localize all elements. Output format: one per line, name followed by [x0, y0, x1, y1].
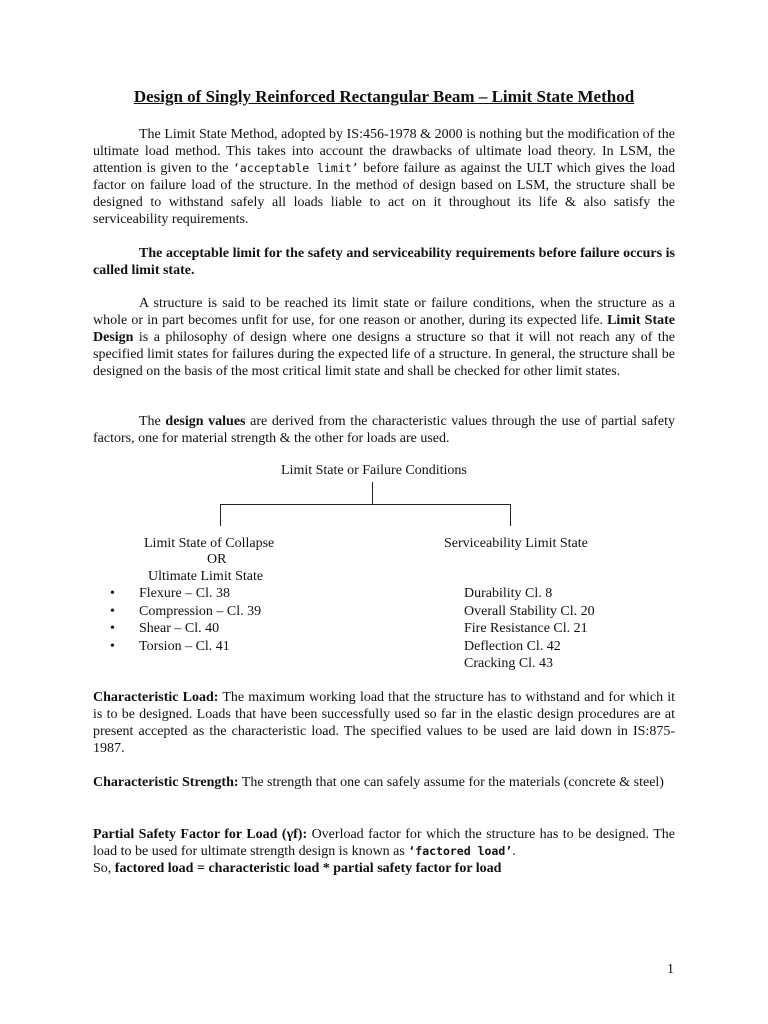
diagram-left-connector — [220, 504, 221, 526]
list-item: Cracking Cl. 43 — [464, 656, 554, 671]
limit-state-definition: The acceptable limit for the safety and serviceability requirements before failure occurs is called limit state. — [93, 246, 675, 278]
serviceability-limit-label: Serviceability Limit State — [444, 536, 588, 551]
diagram-right-connector — [510, 504, 511, 526]
page-number: 1 — [667, 962, 674, 977]
characteristic-strength-text: The strength that one can safely assume for the materials (concrete & steel) — [238, 775, 664, 790]
structure-text-b: is a philosophy of design where one designs a structure so that it will not reach any of the specified limit states for failures during the expected life of a structure. In general, the structure shall be designed on the basis of the most critical limit state and shall be checked for other limit states. — [93, 330, 675, 379]
characteristic-strength-term: Characteristic Strength: — [93, 775, 239, 790]
serviceability-clauses-list — [464, 585, 595, 673]
diagram-horizontal-connector — [220, 504, 511, 505]
diagram-root-connector — [372, 482, 373, 504]
list-item: • Torsion – Cl. 41 — [110, 638, 261, 656]
partial-safety-text-a: Overload factor for which the structure has to be designed. The load to be used for ultimate strength design is known as — [93, 827, 675, 859]
characteristic-load-text: The maximum working load that the structure has to withstand and for which it is to be designed. Loads that have been successfully used so far in the elastic design procedures are at present accepted as the characteristic load. The specified values to be used are laid down in IS:875-1987. — [93, 690, 676, 756]
partial-safety-text-b: . — [512, 844, 516, 859]
characteristic-load-term: Characteristic Load: — [93, 690, 219, 705]
list-item: Overall Stability Cl. 20 — [464, 603, 595, 619]
ultimate-limit-label: Ultimate Limit State — [148, 569, 264, 584]
diagram-root-label: Limit State or Failure Conditions — [281, 463, 467, 478]
page-title: Design of Singly Reinforced Rectangular Beam – Limit State Method — [133, 87, 635, 106]
list-item: • Flexure – Cl. 38 — [110, 585, 261, 603]
intro-text-b: before failure as against the ULT which gives the load factor on failure load of the structure. In the method of design based on LSM, the structure shall be designed to withstand safely all loads liable to act on it throughout its life & also satisfy the serviceability requirements. — [93, 161, 676, 227]
list-item: • Compression – Cl. 39 — [110, 603, 261, 621]
structure-text-a: A structure is said to be reached its limit state or failure conditions, when the structure as a whole or in part becomes unfit for use, for one reason or another, during its expected life. — [93, 296, 675, 328]
intro-text-a: The Limit State Method, adopted by IS:456-1978 & 2000 is nothing but the modification of the ultimate load method. This takes into account the drawbacks of ultimate load theory. In LSM, the attention is given to the — [93, 127, 675, 176]
list-item: Fire Resistance Cl. 21 — [464, 621, 588, 636]
collapse-clauses-list — [110, 585, 261, 655]
acceptable-limit-term: ‘acceptable limit’ — [232, 161, 359, 175]
partial-safety-factor-term: Partial Safety Factor for Load (γf): — [93, 827, 308, 842]
characteristic-load-paragraph — [93, 689, 675, 757]
design-values-text-a: The — [139, 414, 166, 429]
design-values-text-b: are derived from the characteristic values through the use of partial safety factors, one for material strength & the other for loads are used. — [93, 414, 675, 446]
partial-safety-factor-paragraph — [93, 826, 675, 877]
collapse-limit-label: Limit State of Collapse — [144, 536, 275, 551]
factored-load-formula: factored load = characteristic load * partial safety factor for load — [114, 861, 502, 876]
so-label: So, — [93, 861, 115, 876]
or-label: OR — [207, 552, 227, 567]
factored-load-term: ‘factored load’ — [408, 844, 513, 858]
characteristic-strength-paragraph — [93, 774, 675, 791]
design-values-term: design values — [165, 414, 246, 429]
list-item: Durability Cl. 8 — [464, 586, 553, 601]
list-item: • Shear – Cl. 40 — [110, 620, 261, 638]
list-item: Deflection Cl. 42 — [464, 638, 561, 654]
limit-state-design-term: Limit State Design — [93, 313, 675, 345]
